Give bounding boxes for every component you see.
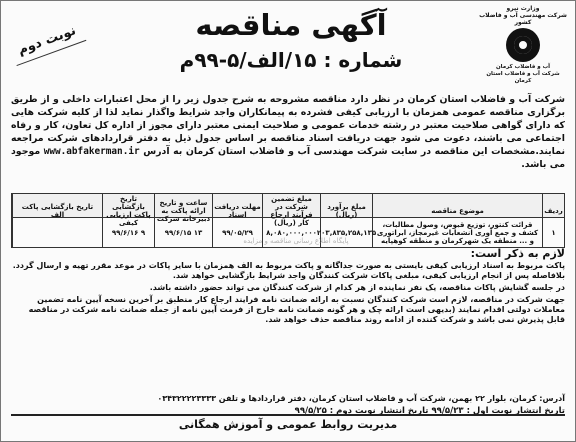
cell-estimate: ۲۰۳,۸۳۵,۲۵۸,۱۳۵ bbox=[320, 218, 372, 247]
water-drop-icon bbox=[506, 28, 540, 62]
note-item: جهت شرکت در مناقصه، لازم است شرکت کنندگان نسبت به ارائه ضمانت نامه فرایند ارجاع کار منطبق بر آخرین نسخه آیین نامه تضمین معاملات دولتی اقدام نمایند (بدیهی است ارائه چک و هر گونه ضمانت نامه خارج از فرمت آیین نامه از جمله ضمانت نامه شرکت در مناقصه قابل پذیرش نمی باشد و شرکت کننده از ادامه روند مناقصه حذف خواهد شد. bbox=[28, 295, 565, 324]
address-line: آدرس: کرمان، بلوار ۲۲ بهمن، شرکت آب و فاضلاب استان کرمان، دفتر قراردادها و تلفن ۰۳۴۳۲۲۲۲۳۳۳۳ bbox=[157, 394, 565, 403]
notes-list bbox=[11, 261, 565, 325]
column-header-guarantee: مبلغ تضمین شرکت در فرآیند ارجاع کار (ریال) bbox=[262, 194, 320, 228]
note-item: در جلسه گشایش پاکات مناقصه، یک نفر نماینده از هر کدام از شرکت کنندگان می تواند حضور داشته باشد. bbox=[149, 283, 565, 292]
watermark: پایگاه اطلاع رسانی مناقصه و مزایده bbox=[243, 237, 349, 245]
column-header-subject: موضوع مناقصه bbox=[372, 194, 542, 228]
org-province-label: آب و فاضلاب کرمان bbox=[495, 64, 551, 70]
turn-label: نوبت دوم bbox=[10, 21, 87, 66]
tender-number: شماره : ۱۵/الف/۵-۹۹م bbox=[179, 48, 403, 72]
column-header-deadline: مهلت دریافت اسناد bbox=[212, 194, 262, 228]
cell-row-number: ۱ bbox=[542, 218, 564, 247]
table-header-row bbox=[12, 194, 564, 227]
cell-envelope-open bbox=[12, 218, 102, 247]
footer-bar: مدیریت روابط عمومی و آموزش همگانی bbox=[11, 414, 565, 435]
org-company-line: شرکت مهندسی آب و فاضلاب کشور bbox=[479, 12, 567, 26]
org-logo-block bbox=[477, 5, 569, 85]
notes-title: لازم به ذکر است: bbox=[470, 247, 565, 260]
page-title: آگهی مناقصه bbox=[195, 8, 387, 42]
intro-text: شرکت آب و فاضلاب استان کرمان در نظر دارد مناقصه مشروحه به شرح جدول زیر را از محل اعتبارات داخلی و از طریق برگزاری مناقصه عمومی همزمان با ارزیابی کیفی فشرده به پیمانکاران واجد شرایط واگذار نماید لذا از کلیه شرکت هایی که دارای گواهی صلاحیت معتبر در رشته خدمات عمومی و صلاحیت ایمنی معتبر دارای مجوز از اداره کل تعاون، کار و رفاه اجتماعی می باشند، دعوت می شود جهت دریافت اسناد مناقصه بر اساس جدول ذیل به دفتر قراردادهای شرکت مراجعه نمایند.مشخصات این مناقصه در سایت شرکت مهندسی آب و فاضلاب استان کرمان به آدرس bbox=[11, 94, 565, 157]
cell-deadline: ۹۹/۰۵/۲۹ bbox=[212, 218, 262, 247]
cell-guarantee: ۸,۰۸۰,۰۰۰,۰۰۰ bbox=[262, 218, 320, 247]
column-header-estimate: مبلغ برآورد (ریال) bbox=[320, 194, 372, 228]
org-small-label: وزارت نیرو bbox=[506, 5, 540, 12]
notes-section bbox=[11, 249, 565, 327]
column-header-envelope-open: تاریخ بازگشایی پاکت الف bbox=[12, 194, 102, 228]
cell-quality-open: ۹ ۹۹/۶/۱۶ bbox=[102, 218, 154, 247]
cell-subject: قرائت کنتور، توزیع قبوض، وصول مطالبات، کشف و جمع آوری انشعابات غیرمجاز، ابراتوری و ... منطقه یک شهرکرمان و منطقه کوهپایه bbox=[372, 218, 542, 247]
website-link[interactable]: www.abfakerman.ir bbox=[43, 146, 140, 157]
org-full-label: شرکت آب و فاضلاب استان کرمان bbox=[486, 71, 560, 84]
intro-suffix: موجود می باشد. bbox=[11, 146, 565, 170]
intro-paragraph bbox=[11, 93, 565, 171]
note-item: پاکت مربوط به اسناد ارزیابی کیفی بایستی به صورت جداگانه و پاکت مربوط به الف همزمان با سایر پاکات در موعد مقرر تهیه و ارسال گردد. بلافاصله پس از انجام ارزیابی کیفی، مبلغی پاکات شرکت کنندگان واجد شرایط بازگشایی خواهد شد. bbox=[12, 261, 565, 280]
publication-dates: تاریخ انتشار نوبت اول : ۹۹/۵/۲۳ تاریخ انتشار نوبت دوم : ۹۹/۵/۲۵ bbox=[294, 406, 565, 416]
cell-delivery: ۱۳ ۹۹/۶/۱۵ bbox=[154, 218, 212, 247]
column-header-quality-open: تاریخ بازگشایی پاکت ارزیابی کیفی bbox=[102, 194, 154, 228]
column-header-row-number: ردیف bbox=[542, 194, 564, 228]
column-header-delivery: ساعت و تاریخ ارائه پاکت به دبیرخانه شرکت bbox=[154, 194, 212, 228]
